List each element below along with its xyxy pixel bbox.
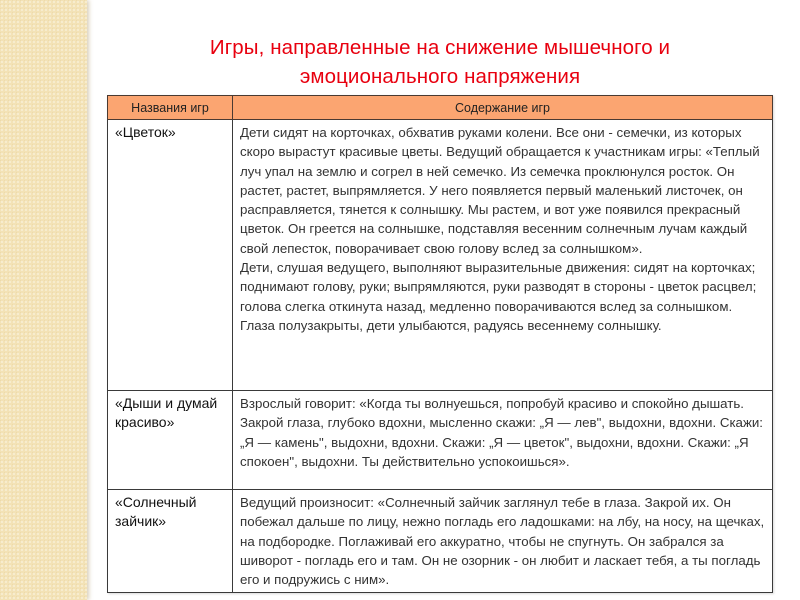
page-title [120, 33, 760, 91]
game-content-cell [233, 490, 773, 593]
game-content-paragraph: Дети, слушая ведущего, выполняют выразительные движения: сидят на корточках; поднимают голову, руки; выпрямляются, руки разводят в стороны - цветок расцвел; голова слегка откинута назад, медленно поворачиваются вслед за солнышком. Глаза полузакрыты, дети улыбаются, радуясь весеннему солнышку. [240, 260, 757, 333]
game-content-cell [233, 391, 773, 490]
column-header-game-name: Названия игр [108, 96, 233, 120]
game-name-cell: «Дыши и думай красиво» [108, 391, 233, 490]
column-header-game-content: Содержание игр [233, 96, 773, 120]
games-table [107, 95, 773, 593]
game-name-cell: «Солнечный зайчик» [108, 490, 233, 593]
title-line-1: Игры, направленные на снижение мышечного и [209, 36, 671, 59]
game-content-paragraph: Взрослый говорит: «Когда ты волнуешься, попробуй красиво и спокойно дышать. Закрой глаза, глубоко вдохни, мысленно скажи: „Я — лев", выдохни, вдохни. Скажи: „Я — камень", выдохни, вдохни. Скажи: „Я — цветок", выдохни, вдохни. Скажи: „Я спокоен", выдохни. Ты действительно успокоишься». [240, 396, 763, 469]
decorative-side-panel [0, 0, 87, 600]
game-content-paragraph: Дети сидят на корточках, обхватив руками колени. Все они - семечки, из которых скоро вырастут красивые цветы. Ведущий обращается к участникам игры: «Теплый луч упал на землю и согрел в ней семечко. Из семечка проклюнулся росток. Он растет, растет, выпрямляется. У него появляется первый маленький листочек, он расправляется, тянется к солнышку. Мы растем, и вот уже появился прекрасный цветок. Он греется на солнышке, подставляя весенним солнечным лучам каждый свой лепесток, поворачивает свою голову вслед за солнышком». [240, 125, 760, 256]
game-content-paragraph: Ведущий произносит: «Солнечный зайчик заглянул тебе в глаза. Закрой их. Он побежал дальше по лицу, нежно погладь его ладошками: на лбу, на носу, на щечках, на подбородке. Поглаживай его аккуратно, чтобы не спугнуть. Он забрался за шиворот - погладь его и там. Он не озорник - он любит и ласкает тебя, а ты погладь его и подружись с ним». [240, 495, 765, 588]
table-row [108, 490, 773, 593]
title-line-2: эмоционального напряжения [299, 65, 581, 88]
game-content-cell [233, 120, 773, 391]
table-row [108, 120, 773, 391]
table-header-row [108, 96, 773, 120]
game-name-cell: «Цветок» [108, 120, 233, 391]
table-row [108, 391, 773, 490]
